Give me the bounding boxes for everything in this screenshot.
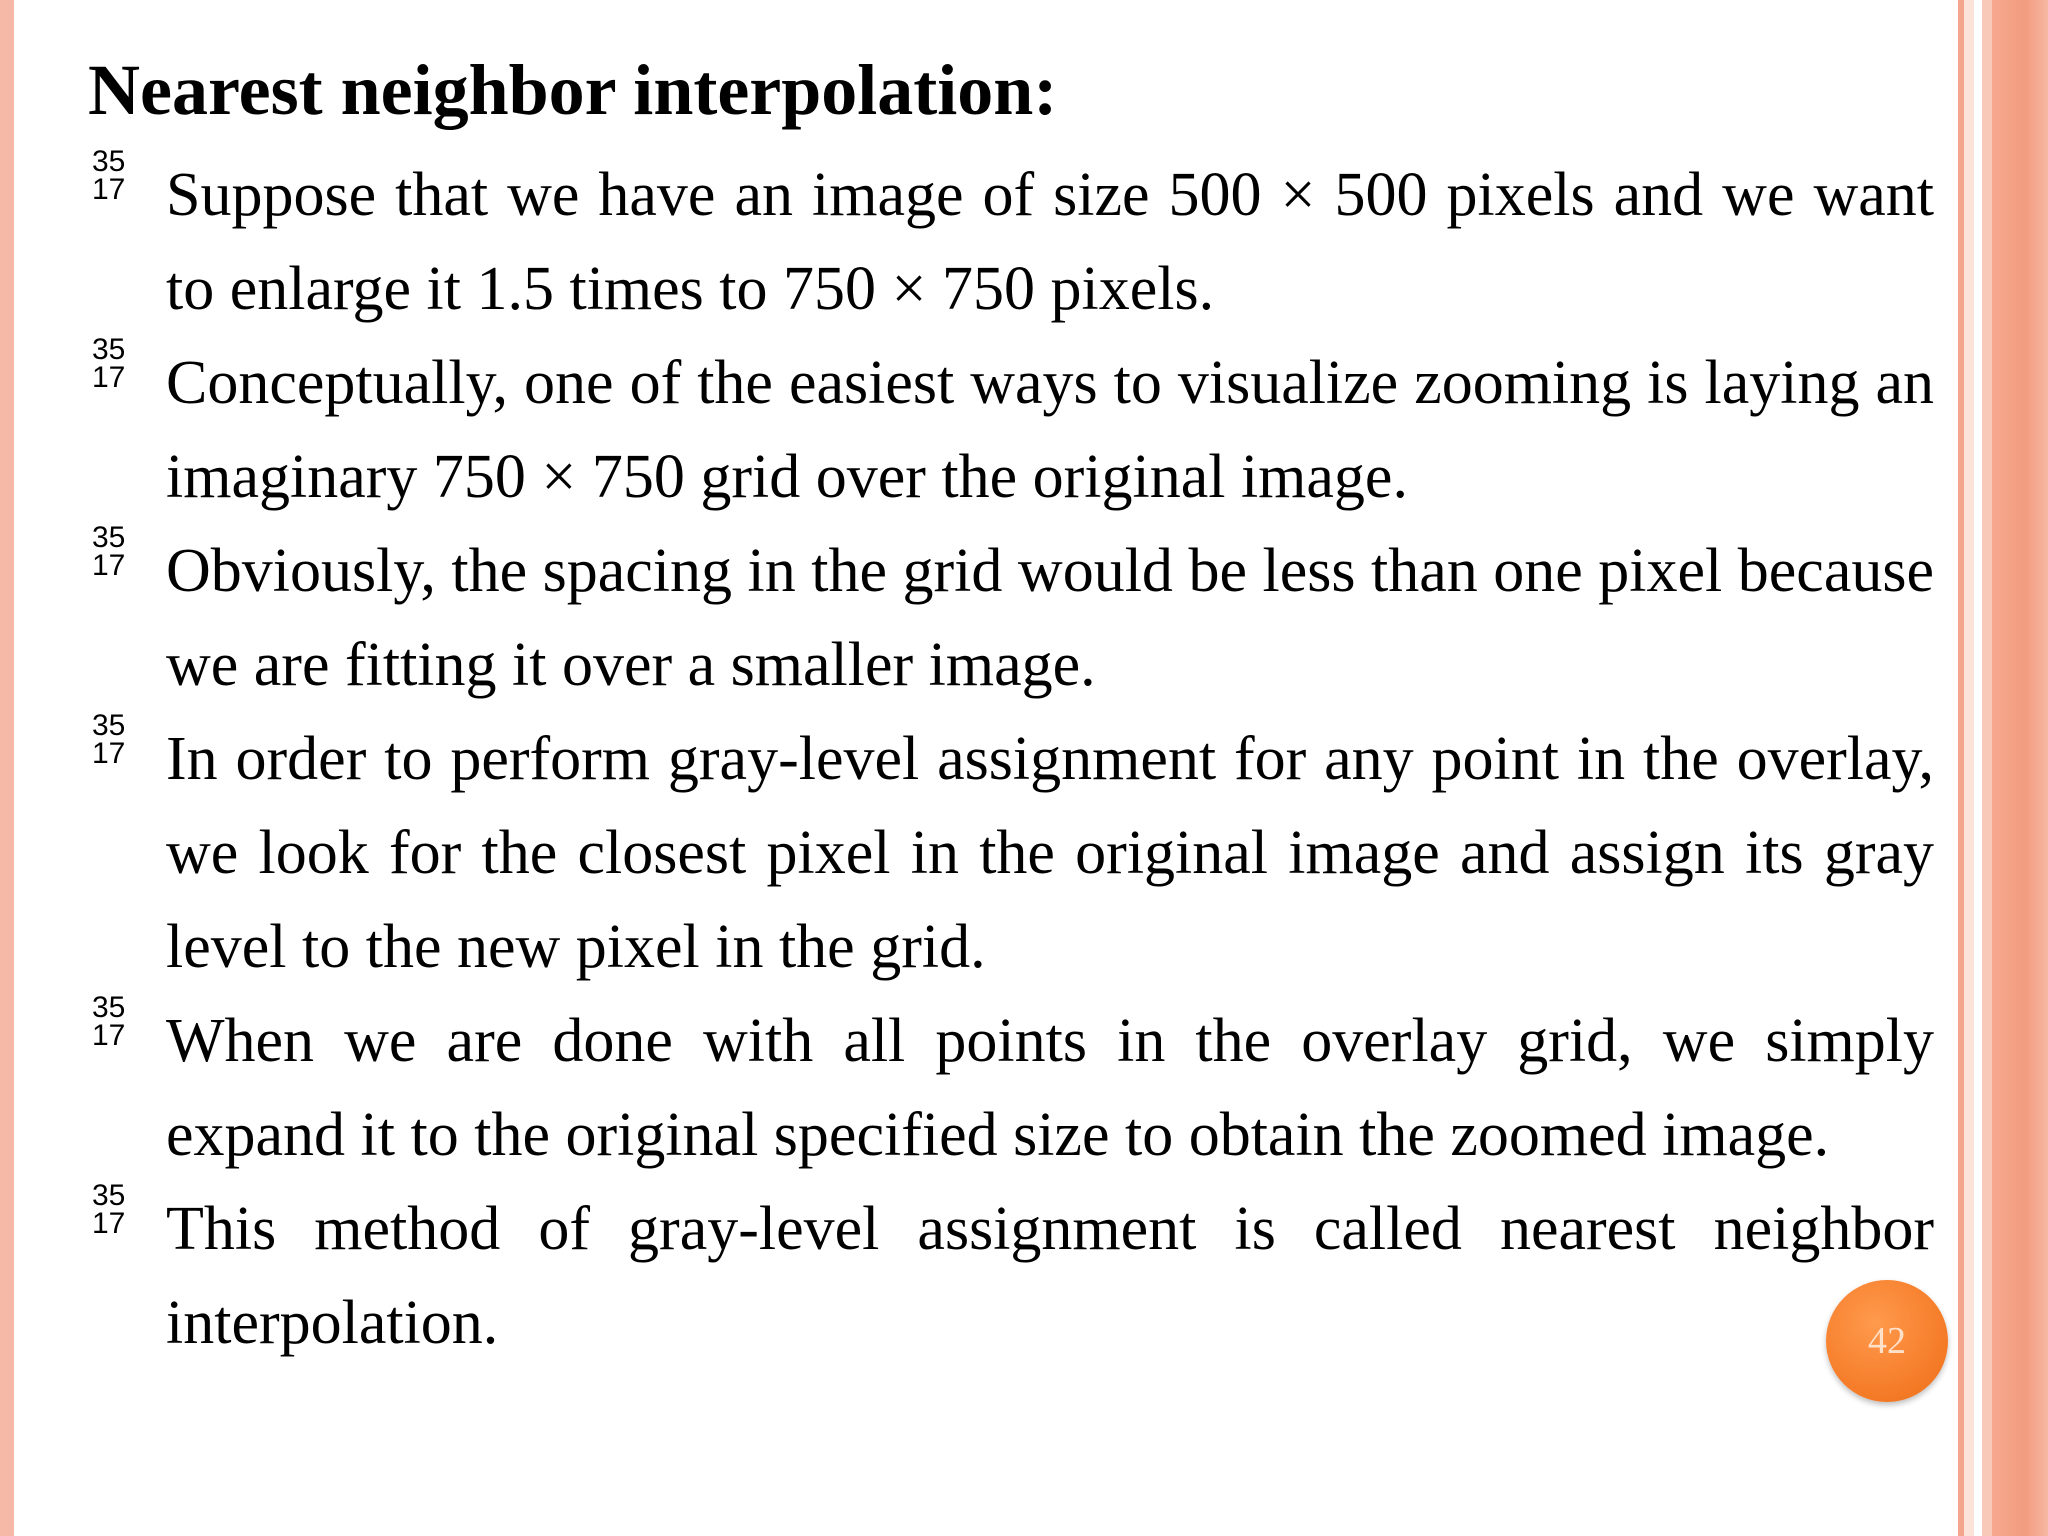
bullet-text: Obviously, the spacing in the grid would be less than one pixel because we are fitting it over a smaller image. bbox=[166, 537, 1934, 699]
page-number: 42 bbox=[1868, 1320, 1906, 1362]
bullet-item bbox=[88, 709, 1934, 994]
bullet-marker-icon: 35 17 bbox=[92, 1179, 126, 1240]
left-decor-bar bbox=[0, 0, 14, 1536]
bullet-text: Conceptually, one of the easiest ways to visualize zooming is laying an imaginary 750 × 750 grid over the original image. bbox=[166, 349, 1934, 511]
right-decor-stripes bbox=[1958, 0, 2048, 1536]
bullet-text: When we are done with all points in the overlay grid, we simply expand it to the original specified size to obtain the zoomed image. bbox=[166, 1007, 1934, 1169]
bullet-marker-icon: 35 17 bbox=[92, 709, 126, 770]
slide-title: Nearest neighbor interpolation: bbox=[88, 50, 1058, 130]
bullet-marker-icon: 35 17 bbox=[92, 145, 126, 206]
bullet-item bbox=[88, 1179, 1934, 1370]
bullet-marker-icon: 35 17 bbox=[92, 333, 126, 394]
bullet-marker-icon: 35 17 bbox=[92, 991, 126, 1052]
bullet-marker-icon: 35 17 bbox=[92, 521, 126, 582]
bullet-item bbox=[88, 145, 1934, 336]
bullet-text: Suppose that we have an image of size 500 × 500 pixels and we want to enlarge it 1.5 times to 750 × 750 pixels. bbox=[166, 161, 1934, 323]
bullet-list bbox=[88, 145, 1934, 1370]
bullet-item bbox=[88, 333, 1934, 524]
bullet-text: In order to perform gray-level assignment for any point in the overlay, we look for the closest pixel in the original image and assign its gray level to the new pixel in the grid. bbox=[166, 725, 1934, 981]
bullet-item bbox=[88, 991, 1934, 1182]
bullet-item bbox=[88, 521, 1934, 712]
bullet-text: This method of gray-level assignment is called nearest neighbor interpolation. bbox=[166, 1195, 1934, 1357]
